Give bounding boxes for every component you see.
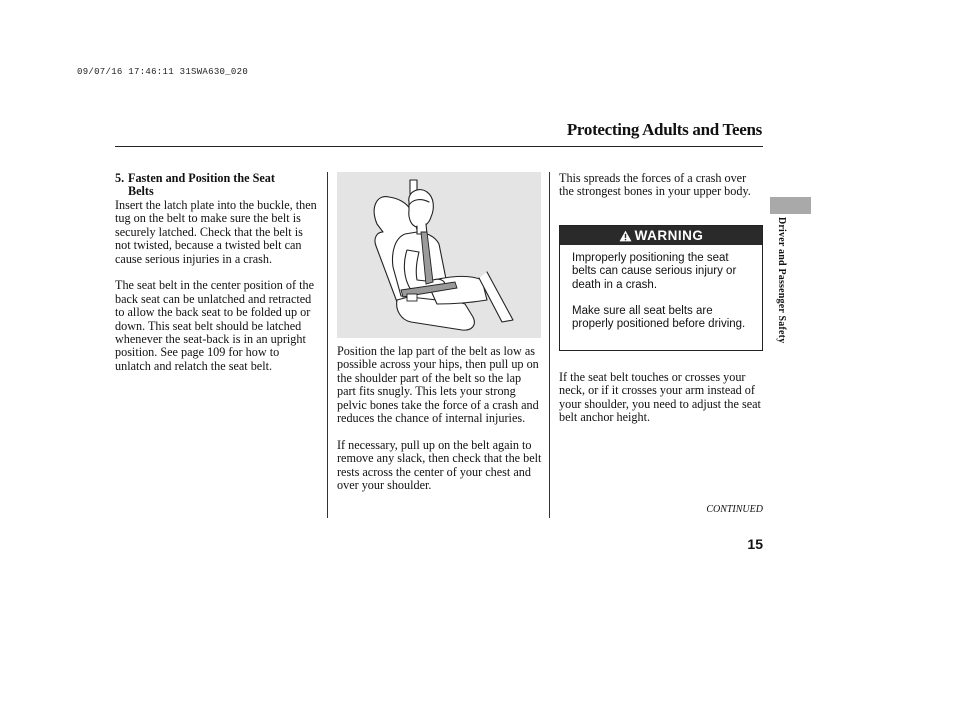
warning-box xyxy=(559,225,763,351)
col1-paragraph-2: The seat belt in the center position of the back seat can be unlatched and retracted to allow the back seat to be folded up or down. This seat belt should be latched whenever the seat-back is in an upright position. See page 109 for how to unlatch and relatch the seat belt. xyxy=(115,278,314,373)
col1-paragraph-1: Insert the latch plate into the buckle, then tug on the belt to make sure the belt is securely latched. Check that the belt is not twisted, because a twisted belt can cause serious injuries in a crash. xyxy=(115,198,317,266)
section-tab xyxy=(770,197,811,214)
step-number: 5. xyxy=(115,171,125,185)
title-rule xyxy=(115,146,763,147)
warning-body xyxy=(560,245,762,331)
step-heading-line2: Belts xyxy=(128,184,154,199)
column-divider xyxy=(327,172,328,518)
column-divider xyxy=(549,172,550,518)
section-label: Driver and Passenger Safety xyxy=(776,217,787,344)
col2-paragraph-1: Position the lap part of the belt as low as possible across your hips, then pull up on the shoulder part of the belt so the lap part fits snugly. This lets your strong pelvic bones take the force of a crash and reduces the chance of internal injuries. xyxy=(337,344,539,426)
seat-belt-illustration xyxy=(337,172,541,338)
warning-text-2: Make sure all seat belts are properly positioned before driving. xyxy=(572,304,746,331)
col3-paragraph-1: This spreads the forces of a crash over the strongest bones in your upper body. xyxy=(559,171,751,199)
step-heading xyxy=(115,172,327,199)
seated-person-with-belt-icon xyxy=(337,172,541,338)
warning-label: WARNING xyxy=(634,228,704,243)
warning-text-1: Improperly positioning the seat belts can cause serious injury or death in a crash. xyxy=(572,252,737,291)
page-title: Protecting Adults and Teens xyxy=(566,120,762,139)
warning-triangle-icon xyxy=(619,230,632,242)
continued-label: CONTINUED xyxy=(706,504,763,515)
print-stamp: 09/07/16 17:46:11 31SWA630_020 xyxy=(77,67,249,77)
page-number: 15 xyxy=(747,536,763,552)
column2-text xyxy=(337,345,543,492)
warning-header xyxy=(560,226,762,245)
step-heading-line1: Fasten and Position the Seat xyxy=(128,171,275,185)
col2-paragraph-2: If necessary, pull up on the belt again to remove any slack, then check that the belt rests across the center of your chest and over your shoulder. xyxy=(337,437,542,493)
col3-paragraph-2: If the seat belt touches or crosses your neck, or if it crosses your arm instead of your shoulder, you need to adjust the seat belt anchor height. xyxy=(559,370,761,425)
column1-text xyxy=(115,199,321,373)
